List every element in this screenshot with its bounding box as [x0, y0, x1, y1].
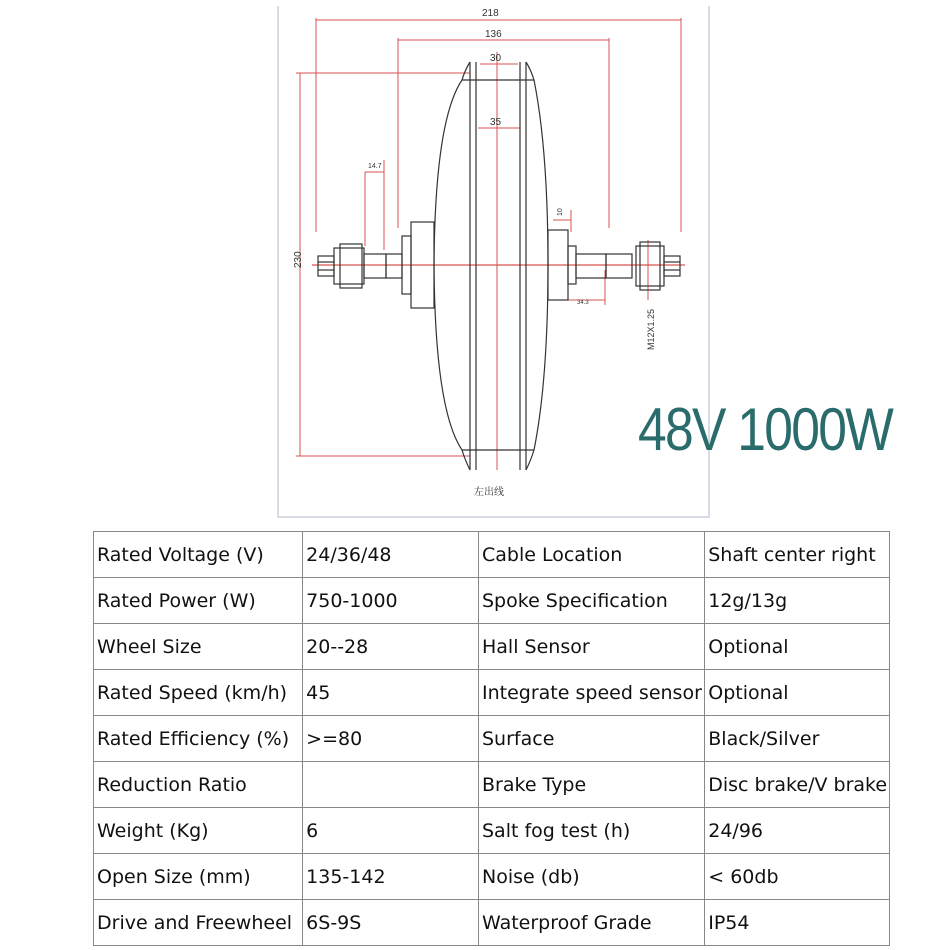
table-row — [94, 716, 890, 762]
spec-label-cell: Rated Efficiency (%) — [94, 716, 303, 762]
spec-table-body — [94, 532, 890, 946]
dim-right-small: 10 — [557, 208, 564, 216]
table-row — [94, 900, 890, 946]
spec-value-cell: 45 — [303, 670, 479, 716]
spec-label-cell: Drive and Freewheel — [94, 900, 303, 946]
spec-label-cell: Salt fog test (h) — [479, 808, 705, 854]
table-row — [94, 624, 890, 670]
dim-right-offset: 34.3 — [577, 300, 589, 306]
spec-value-cell: 6S-9S — [303, 900, 479, 946]
dim-rim-width: 30 — [490, 53, 502, 64]
spec-label-cell: Brake Type — [479, 762, 705, 808]
spec-label-cell: Reduction Ratio — [94, 762, 303, 808]
spec-value-cell: 6 — [303, 808, 479, 854]
table-row — [94, 762, 890, 808]
spec-label-cell: Cable Location — [479, 532, 705, 578]
dim-overall-width: 218 — [482, 8, 499, 19]
spec-label-cell: Rated Voltage (V) — [94, 532, 303, 578]
spec-value-cell: Optional — [705, 624, 890, 670]
dim-thread: M12X1.25 — [646, 308, 656, 350]
spec-value-cell: Optional — [705, 670, 890, 716]
spec-value-cell: Shaft center right — [705, 532, 890, 578]
spec-value-cell: 12g/13g — [705, 578, 890, 624]
spec-value-cell: < 60db — [705, 854, 890, 900]
spec-value-cell — [303, 762, 479, 808]
table-row — [94, 532, 890, 578]
spec-label-cell: Waterproof Grade — [479, 900, 705, 946]
spec-label-cell: Integrate speed sensor — [479, 670, 705, 716]
spec-label-cell: Hall Sensor — [479, 624, 705, 670]
spec-value-cell: >=80 — [303, 716, 479, 762]
spec-value-cell: 750-1000 — [303, 578, 479, 624]
spec-label-cell: Surface — [479, 716, 705, 762]
spec-value-cell: 135-142 — [303, 854, 479, 900]
dim-left-small: 14.7 — [368, 163, 382, 170]
table-row — [94, 854, 890, 900]
dim-inner-width: 35 — [490, 117, 502, 128]
spec-value-cell: 24/96 — [705, 808, 890, 854]
model-label: 48V 1000W — [638, 396, 893, 463]
drawing-caption: 左出线 — [474, 487, 504, 498]
spec-value-cell: Black/Silver — [705, 716, 890, 762]
spec-label-cell: Wheel Size — [94, 624, 303, 670]
spec-table — [93, 531, 890, 946]
spec-label-cell: Noise (db) — [479, 854, 705, 900]
spec-label-cell: Weight (Kg) — [94, 808, 303, 854]
spec-value-cell: 24/36/48 — [303, 532, 479, 578]
spec-value-cell: Disc brake/V brake — [705, 762, 890, 808]
spec-value-cell: 20--28 — [303, 624, 479, 670]
dim-height: 230 — [293, 251, 304, 268]
spec-label-cell: Spoke Specification — [479, 578, 705, 624]
table-row — [94, 808, 890, 854]
spec-value-cell: IP54 — [705, 900, 890, 946]
spec-label-cell: Rated Power (W) — [94, 578, 303, 624]
dim-body-width: 136 — [485, 29, 502, 40]
table-row — [94, 670, 890, 716]
spec-label-cell: Open Size (mm) — [94, 854, 303, 900]
spec-label-cell: Rated Speed (km/h) — [94, 670, 303, 716]
table-row — [94, 578, 890, 624]
